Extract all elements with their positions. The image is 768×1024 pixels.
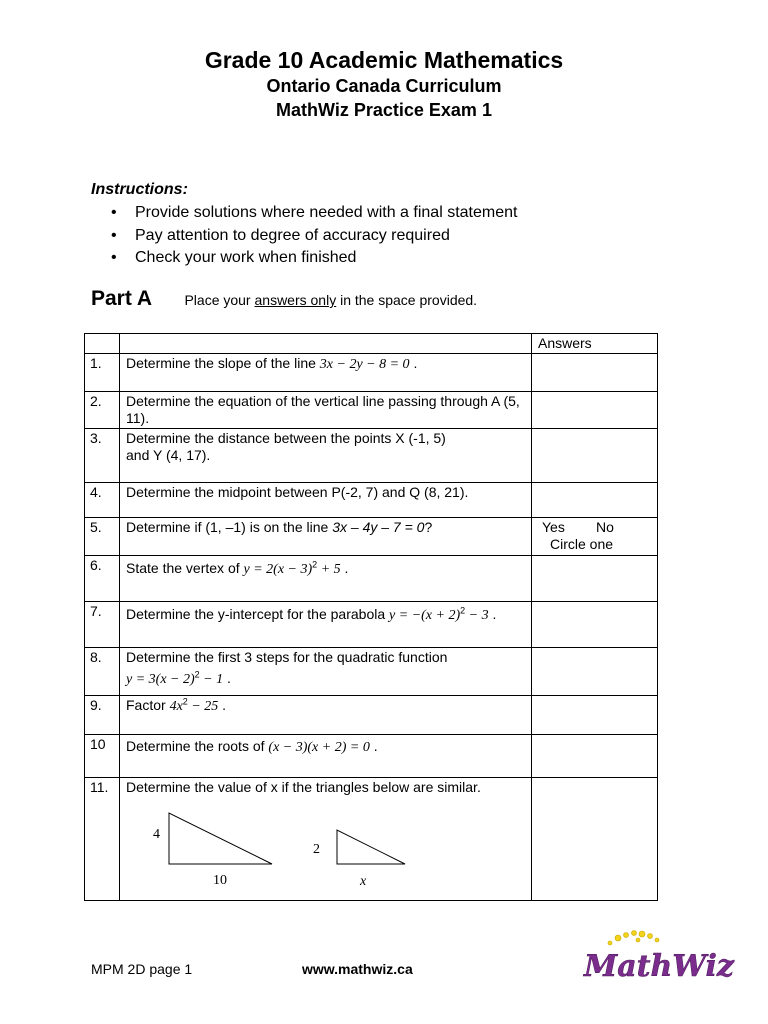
question-text: Determine the value of x if the triangles below are similar. 4 10 2 x [120, 778, 532, 901]
question-text: Determine the first 3 steps for the quadratic function $y = 3(x - 2)^2 - 1$ . [120, 648, 532, 696]
question-text: Determine the equation of the vertical line passing through A (5, 11). [120, 392, 532, 429]
question-number: 8. [85, 648, 120, 696]
circle-one-label: Circle one [550, 536, 614, 552]
question-number: 9. [85, 696, 120, 735]
yes-option[interactable]: Yes [542, 519, 565, 535]
answer-cell[interactable] [532, 354, 658, 392]
question-number: 4. [85, 483, 120, 518]
question-text: Determine the roots of (x − 3)(x + 2) = 0 . [120, 735, 532, 778]
questions-table [84, 333, 658, 901]
no-option[interactable]: No [595, 519, 614, 535]
question-number: 2. [85, 392, 120, 429]
instructions-list [91, 202, 517, 270]
answer-cell[interactable] [532, 518, 658, 556]
part-a-instruction: Place your answers only in the space provided. [184, 292, 478, 308]
question-text: Determine the midpoint between P(-2, 7) and Q (8, 21). [120, 483, 532, 518]
answer-cell[interactable] [532, 556, 658, 602]
question-row-3 [85, 429, 658, 483]
question-row-7 [85, 602, 658, 648]
page-subtitle: Ontario Canada Curriculum [266, 76, 502, 96]
small-triangle [337, 830, 405, 864]
question-text: Determine the distance between the points X (-1, 5) and Y (4, 17). [120, 429, 532, 483]
part-a-title: Part A [91, 287, 153, 310]
answer-cell[interactable] [532, 483, 658, 518]
answer-cell[interactable] [532, 429, 658, 483]
question-number: 7. [85, 602, 120, 648]
answer-cell[interactable] [532, 735, 658, 778]
large-triangle [169, 813, 272, 864]
mathwiz-logo-icon [580, 926, 734, 988]
question-number: 5. [85, 518, 120, 556]
yes-no-options[interactable] [538, 519, 651, 536]
mathwiz-logo [580, 926, 734, 993]
question-row-4 [85, 483, 658, 518]
question-row-9 [85, 696, 658, 735]
question-text: Determine the slope of the line 3x − 2y − 8 = 0 . [120, 354, 532, 392]
question-number: 11. [85, 778, 120, 901]
label-2: 2 [313, 842, 320, 857]
footer-page-label: MPM 2D page 1 [91, 961, 193, 977]
footer-website[interactable]: www.mathwiz.ca [302, 961, 413, 977]
page-title: Grade 10 Academic Mathematics [204, 47, 564, 73]
answer-cell[interactable] [532, 696, 658, 735]
answer-cell[interactable] [532, 778, 658, 901]
question-row-1 [85, 354, 658, 392]
page-header [0, 46, 768, 122]
question-number: 6. [85, 556, 120, 602]
answers-header: Answers [532, 334, 658, 354]
label-x: x [360, 874, 367, 889]
answer-cell[interactable] [532, 392, 658, 429]
table-header-row [85, 334, 658, 354]
question-row-10 [85, 735, 658, 778]
question-row-8 [85, 648, 658, 696]
question-number: 10 [85, 735, 120, 778]
instruction-item: • Pay attention to degree of accuracy required [91, 225, 517, 248]
instruction-item: • Provide solutions where needed with a final statement [91, 202, 517, 225]
label-10: 10 [213, 873, 227, 888]
question-text: Determine if (1, –1) is on the line 3x – 4y – 7 = 0? [120, 518, 532, 556]
similar-triangles-figure [126, 796, 525, 896]
exam-name: MathWiz Practice Exam 1 [276, 100, 492, 120]
instructions-title: Instructions: [91, 181, 188, 198]
question-text: Factor $4x^2 - 25$ . [120, 696, 532, 735]
question-row-11 [85, 778, 658, 901]
answer-cell[interactable] [532, 648, 658, 696]
instruction-item: • Check your work when finished [91, 247, 517, 270]
question-text: Determine the y-intercept for the parabola $y = -(x + 2)^2 - 3$ . [120, 602, 532, 648]
label-4: 4 [153, 827, 160, 842]
svg-text:MathWiz: MathWiz [584, 949, 734, 984]
part-a-heading [91, 287, 477, 311]
answer-cell[interactable] [532, 602, 658, 648]
instructions [91, 180, 517, 270]
question-row-2 [85, 392, 658, 429]
question-row-5 [85, 518, 658, 556]
question-number: 1. [85, 354, 120, 392]
question-number: 3. [85, 429, 120, 483]
triangles-svg [126, 796, 526, 896]
question-row-6 [85, 556, 658, 602]
question-text: State the vertex of $y = 2(x - 3)^2 + 5$ . [120, 556, 532, 602]
